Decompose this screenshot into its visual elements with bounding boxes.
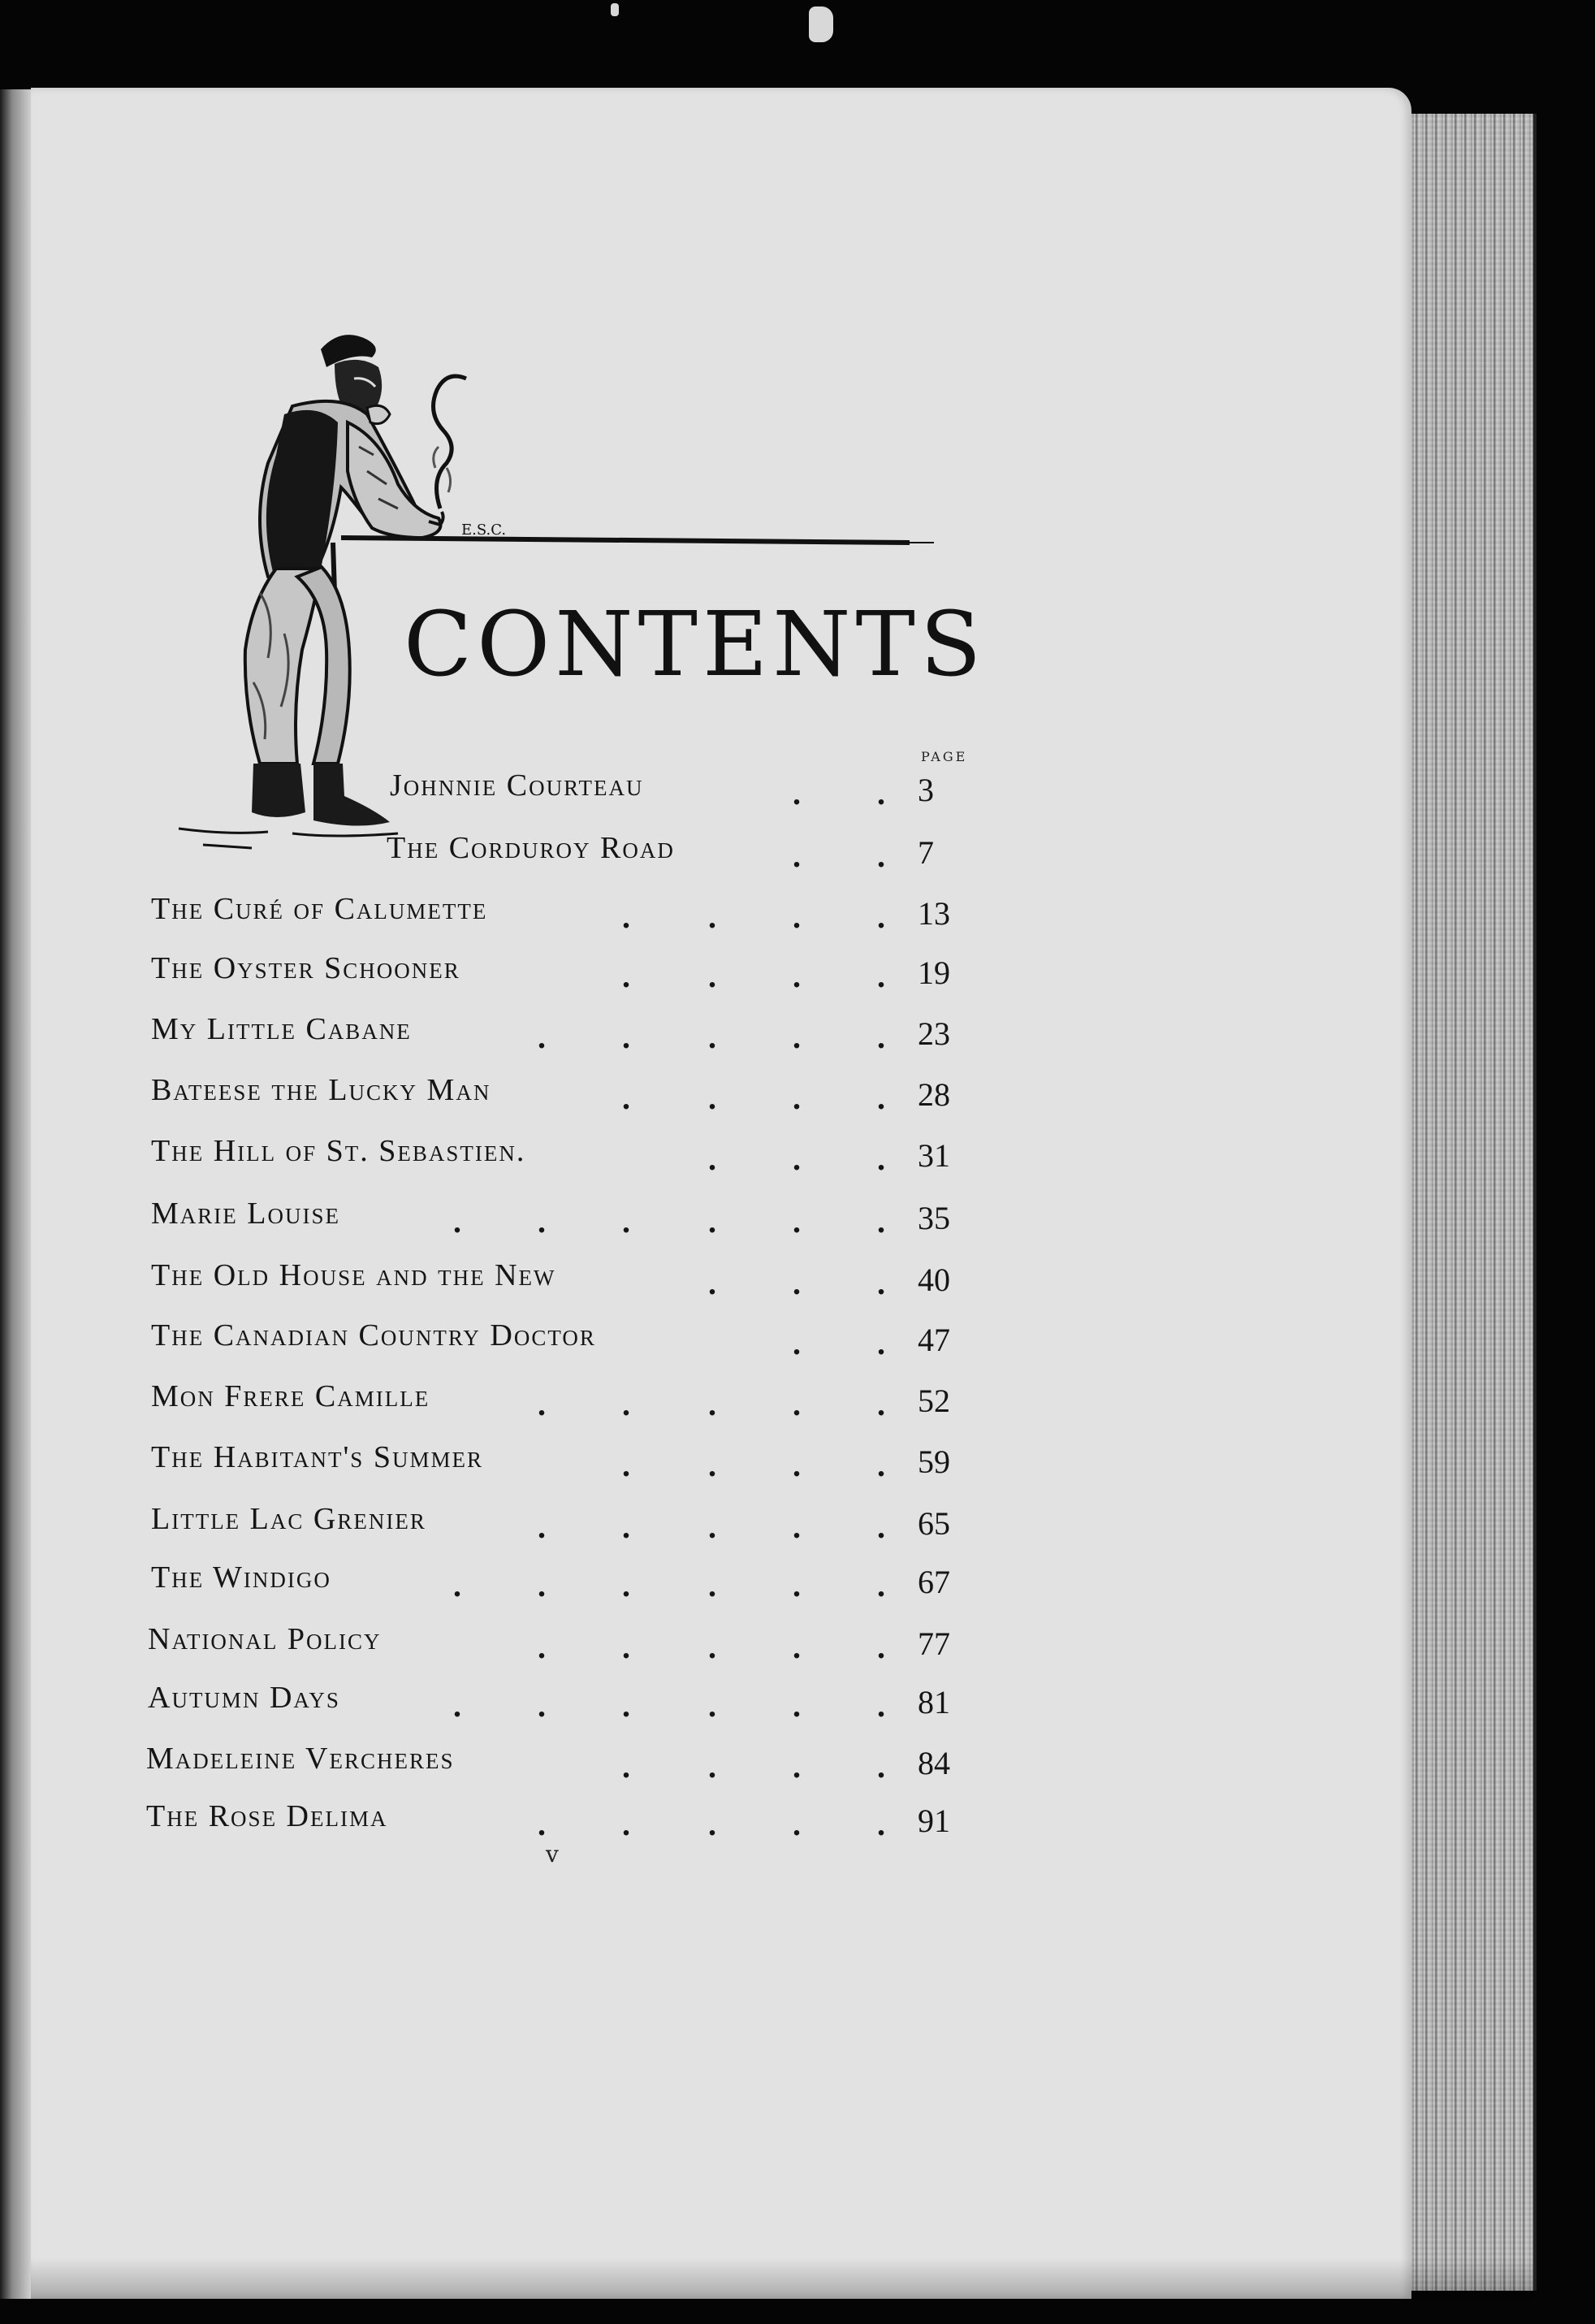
leader-dot: . (453, 1203, 461, 1240)
leader-dot: . (708, 898, 716, 935)
toc-entry-page-number: 19 (918, 954, 950, 991)
leader-dot: . (622, 958, 630, 994)
leader-dot: . (708, 1140, 716, 1177)
toc-entry (0, 1501, 1595, 1550)
toc-entry (0, 768, 1595, 816)
toc-entry-title: The Old House and the New (151, 1258, 556, 1292)
leader-dot: . (877, 1567, 885, 1603)
leader-dot: . (877, 1447, 885, 1483)
toc-entry (0, 1680, 1595, 1729)
leader-dot: . (877, 1748, 885, 1785)
leader-dot: . (622, 1203, 630, 1240)
leader-dot: . (793, 1080, 801, 1116)
leader-dot: . (708, 1386, 716, 1422)
leader-dot: . (708, 1019, 716, 1055)
toc-entry-page-number: 3 (918, 772, 934, 808)
leader-dot: . (708, 958, 716, 994)
toc-entry-title: The Oyster Schooner (151, 951, 460, 985)
toc-entry (0, 1133, 1595, 1182)
leader-dot: . (877, 1508, 885, 1545)
page-column-label: PAGE (921, 749, 968, 764)
toc-entry (0, 950, 1595, 999)
leader-dot: . (877, 1203, 885, 1240)
toc-entry-title: The Hill of St. Sebastien. (151, 1134, 526, 1168)
leader-dot: . (622, 1080, 630, 1116)
toc-entry-title: The Corduroy Road (387, 831, 675, 865)
leader-dot: . (708, 1508, 716, 1545)
leader-dot: . (538, 1806, 546, 1842)
leader-dot: . (708, 1567, 716, 1603)
leader-dot: . (793, 1806, 801, 1842)
toc-entry-title: The Habitant's Summer (151, 1440, 483, 1474)
scan-top-margin (0, 0, 1595, 88)
leader-dot: . (793, 958, 801, 994)
toc-entry (0, 1439, 1595, 1488)
leader-dot: . (793, 1508, 801, 1545)
toc-entry-page-number: 31 (918, 1137, 950, 1174)
leader-dot: . (793, 898, 801, 935)
toc-entry (0, 1011, 1595, 1060)
leader-dot: . (793, 1447, 801, 1483)
leader-dot: . (622, 1019, 630, 1055)
toc-entry-title: The Canadian Country Doctor (151, 1318, 596, 1352)
leader-dot: . (793, 775, 801, 811)
toc-entry-page-number: 91 (918, 1803, 950, 1839)
toc-entry-page-number: 7 (918, 834, 934, 871)
leader-dot: . (877, 1806, 885, 1842)
leader-dot: . (622, 1508, 630, 1545)
leader-dot: . (538, 1386, 546, 1422)
toc-entry-title: Madeleine Vercheres (146, 1742, 455, 1776)
leader-dot: . (708, 1687, 716, 1724)
toc-entry-page-number: 13 (918, 895, 950, 932)
leader-dot: . (877, 1140, 885, 1177)
leader-dot: . (622, 898, 630, 935)
leader-dot: . (793, 837, 801, 874)
leader-dot: . (877, 837, 885, 874)
toc-entry-page-number: 84 (918, 1745, 950, 1781)
leader-dot: . (877, 1325, 885, 1361)
toc-entry-title: National Policy (148, 1622, 382, 1656)
leader-dot: . (877, 1080, 885, 1116)
scan-artifact (611, 3, 619, 16)
leader-dot: . (877, 1687, 885, 1724)
leader-dot: . (877, 898, 885, 935)
leader-dot: . (538, 1567, 546, 1603)
toc-entry (0, 1798, 1595, 1847)
leader-dot: . (622, 1748, 630, 1785)
leader-dot: . (538, 1019, 546, 1055)
toc-entry-title: Little Lac Grenier (151, 1502, 426, 1536)
leader-dot: . (708, 1203, 716, 1240)
leader-dot: . (793, 1687, 801, 1724)
leader-dot: . (708, 1080, 716, 1116)
leader-dot: . (622, 1447, 630, 1483)
leader-dot: . (708, 1806, 716, 1842)
toc-entry (0, 830, 1595, 879)
facing-page-edge (0, 89, 31, 2299)
leader-dot: . (877, 775, 885, 811)
leader-dot: . (453, 1687, 461, 1724)
toc-entry (0, 1741, 1595, 1790)
page-bottom-shadow (31, 2258, 1533, 2299)
toc-entry-page-number: 81 (918, 1684, 950, 1720)
leader-dot: . (708, 1629, 716, 1665)
toc-entry (0, 891, 1595, 940)
toc-entry-title: My Little Cabane (151, 1012, 412, 1046)
leader-dot: . (622, 1687, 630, 1724)
leader-dot: . (538, 1629, 546, 1665)
toc-entry-title: Mon Frere Camille (151, 1379, 430, 1413)
leader-dot: . (793, 1386, 801, 1422)
leader-dot: . (877, 1265, 885, 1301)
toc-entry-page-number: 47 (918, 1322, 950, 1358)
toc-entry-page-number: 67 (918, 1564, 950, 1600)
toc-entry-page-number: 35 (918, 1200, 950, 1236)
leader-dot: . (708, 1748, 716, 1785)
leader-dot: . (538, 1687, 546, 1724)
leader-dot: . (877, 1386, 885, 1422)
toc-entry-title: Marie Louise (151, 1197, 340, 1231)
artist-signature: E.S.C. (461, 521, 507, 539)
leader-dot: . (877, 958, 885, 994)
leader-dot: . (622, 1806, 630, 1842)
leader-dot: . (793, 1140, 801, 1177)
page-folio: v (546, 1841, 559, 1867)
leader-dot: . (793, 1019, 801, 1055)
leader-dot: . (453, 1567, 461, 1603)
toc-entry (0, 1318, 1595, 1366)
toc-entry-page-number: 40 (918, 1262, 950, 1298)
toc-entry (0, 1621, 1595, 1670)
leader-dot: . (793, 1325, 801, 1361)
toc-entry (0, 1378, 1595, 1427)
toc-entry-page-number: 52 (918, 1383, 950, 1419)
leader-dot: . (708, 1447, 716, 1483)
leader-dot: . (793, 1629, 801, 1665)
toc-entry-page-number: 28 (918, 1076, 950, 1113)
leader-dot: . (708, 1265, 716, 1301)
leader-dot: . (877, 1019, 885, 1055)
toc-entry-page-number: 77 (918, 1625, 950, 1662)
leader-dot: . (793, 1567, 801, 1603)
toc-entry-title: The Curé of Calumette (151, 892, 488, 926)
scan-artifact (809, 6, 833, 42)
leader-dot: . (538, 1203, 546, 1240)
toc-entry-title: The Rose Delima (146, 1799, 388, 1833)
leader-dot: . (793, 1203, 801, 1240)
toc-entry-title: Johnnie Courteau (390, 768, 644, 803)
toc-entry-page-number: 23 (918, 1015, 950, 1052)
leader-dot: . (793, 1265, 801, 1301)
leader-dot: . (622, 1629, 630, 1665)
toc-entry-title: Autumn Days (148, 1681, 340, 1715)
leader-dot: . (877, 1629, 885, 1665)
toc-entry (0, 1072, 1595, 1121)
toc-entry-page-number: 65 (918, 1505, 950, 1542)
toc-entry (0, 1196, 1595, 1244)
toc-entry (0, 1257, 1595, 1306)
leader-dot: . (622, 1567, 630, 1603)
leader-dot: . (538, 1508, 546, 1545)
leader-dot: . (622, 1386, 630, 1422)
page-title: CONTENTS (404, 592, 987, 696)
leader-dot: . (793, 1748, 801, 1785)
toc-entry-title: The Windigo (151, 1560, 331, 1595)
toc-entry-title: Bateese the Lucky Man (151, 1073, 491, 1107)
toc-entry (0, 1560, 1595, 1608)
toc-entry-page-number: 59 (918, 1443, 950, 1480)
